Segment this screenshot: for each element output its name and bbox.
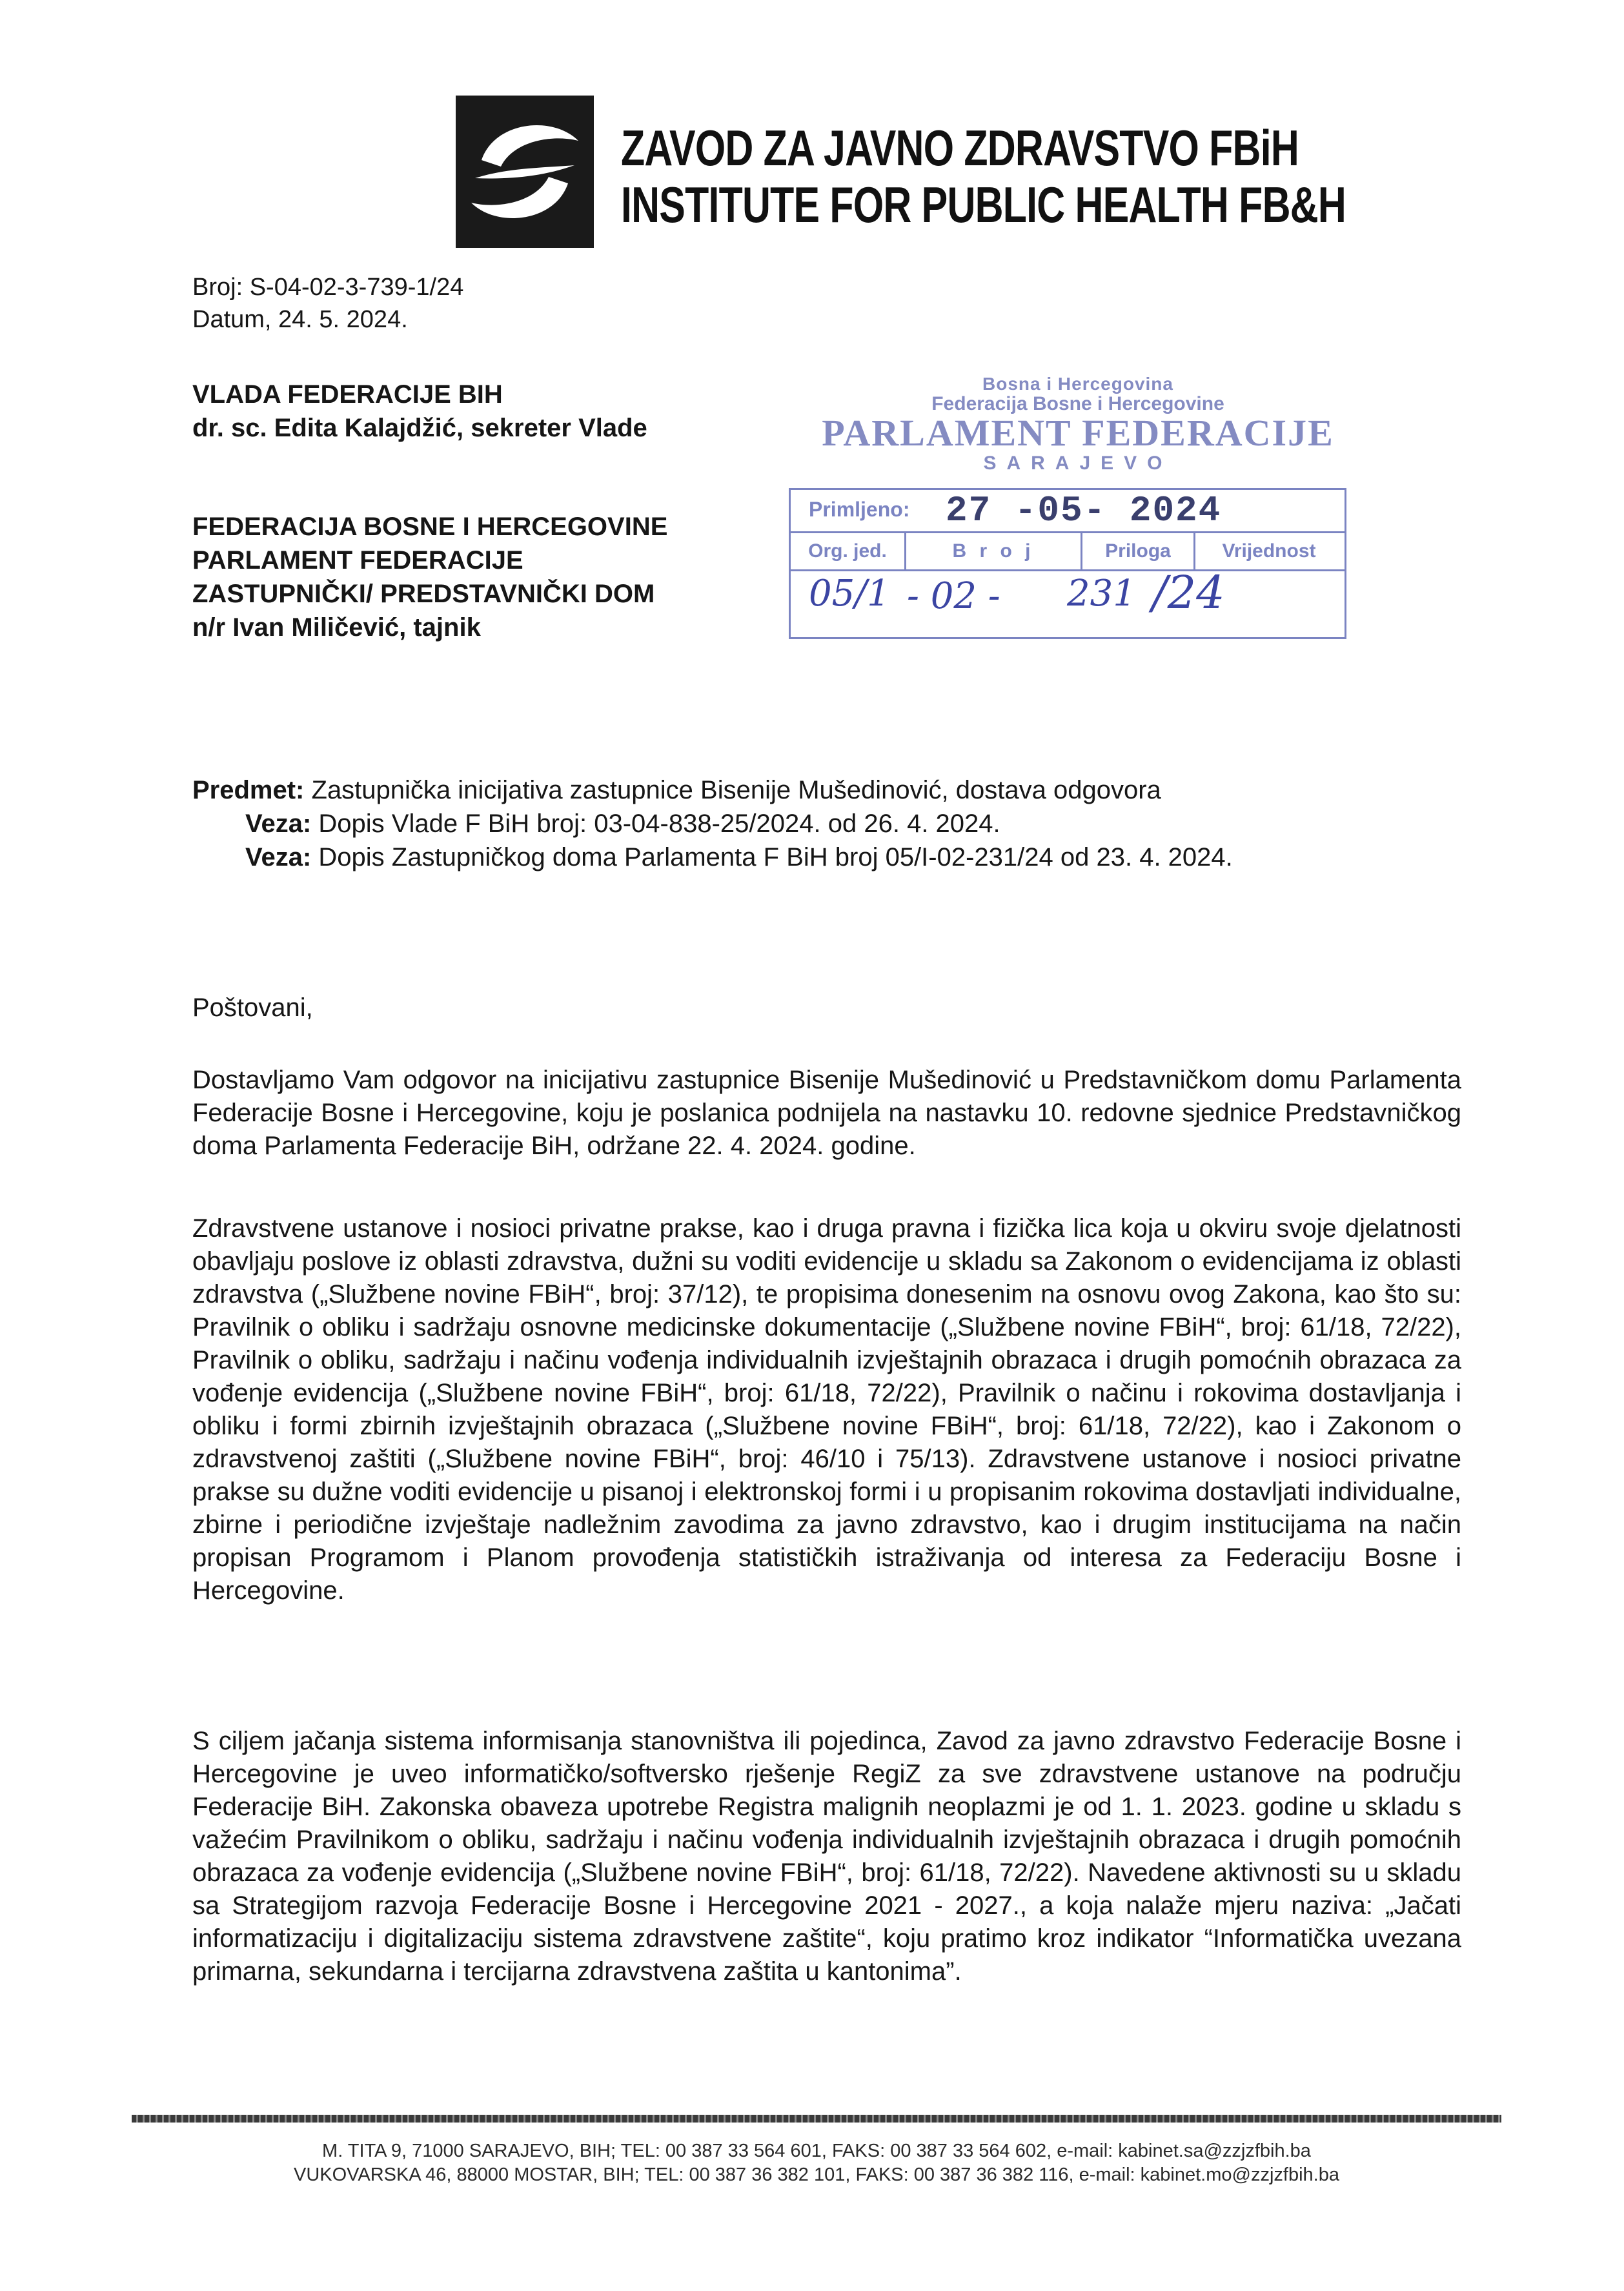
reference-line [192,807,1233,840]
greeting: Poštovani, [192,993,313,1022]
addressee-line: PARLAMENT FEDERACIJE [192,546,523,575]
stamp-handwritten-number: 231 [1067,573,1136,615]
institute-name-local: ZAVOD ZA JAVNO ZDRAVSTVO FBiH [621,119,1299,176]
reference-label: Veza: [245,809,312,838]
stamp-institution: PARLAMENT FEDERACIJE [822,412,1334,454]
addressee-line: n/r Ivan Miličević, tajnik [192,613,481,642]
institute-name [621,119,1346,233]
footer-sarajevo-address: M. TITA 9, 71000 SARAJEVO, BIH; TEL: 00 387 33 564 601, FAKS: 00 387 33 564 602, e-mail: kabinet.sa@zzjzfbih.ba [322,2141,1311,2161]
footer-mostar-address: VUKOVARSKA 46, 88000 MOSTAR, BIH; TEL: 00 387 36 382 101, FAKS: 00 387 36 382 116, e-mail: kabinet.mo@zzjzfbih.ba [294,2164,1339,2185]
stamp-col-attachments: Priloga [1082,533,1195,569]
document-meta [192,271,463,336]
stamp-col-number: B r o j [906,533,1082,569]
stamp-handwritten-year: /24 [1152,566,1225,619]
addressee-line: ZASTUPNIČKI/ PREDSTAVNIČKI DOM [192,580,655,608]
document-date: Datum, 24. 5. 2024. [192,306,408,333]
addressee-line: FEDERACIJA BOSNE I HERCEGOVINE [192,513,668,541]
document-number: Broj: S-04-02-3-739-1/24 [192,274,464,301]
stamp-country: Bosna i Hercegovina [982,374,1173,394]
institute-name-english: INSTITUTE FOR PUBLIC HEALTH FB&H [621,176,1346,233]
parliament-stamp-header [800,374,1355,475]
institute-logo-icon [456,96,594,248]
reference-text: Dopis Vlade F BiH broj: 03-04-838-25/2024. od 26. 4. 2024. [311,809,1000,838]
body-paragraph-1: Dostavljamo Vam odgovor na inicijativu zastupnice Bisenije Mušedinović u Predstavničkom domu Parlamenta Federacije Bosne i Hercegovine, koju je poslanica podnijela na nastavku 10. redovne sjednice Predstavničkog doma Parlamenta Federacije BiH, održane 22. 4. 2024. godine. [192,1066,1461,1160]
subject-line [192,773,1233,807]
footer-contacts [132,2139,1501,2187]
body-paragraph-3: S ciljem jačanja sistema informisanja stanovništva ili pojedinca, Zavod za javno zdravstvo Federacije Bosne i Hercegovine je uveo informatičko/softversko rješenje RegiZ za sve zdravstvene ustanove na području Federacije BiH. Zakonska obaveza upotrebe Registra malignih neoplazmi je od 1. 1. 2023. godine u skladu s važećim Pravilnikom o obliku, sadržaju i načinu vođenja individualnih izvještajnih obrazaca i drugih pomoćnih obrazaca za vođenje evidencija („Službene novine FBiH“, broj: 61/18, 72/22). Navedene aktivnosti su u skladu sa Strategijom razvoja Federacije Bosne i Hercegovine 2021 - 2027., a koja nalaže mjeru naziva: „Jačati informatizaciju i digitalizaciju sistema zdravstvene zaštite“, koju pratimo kroz indikator “Informatička uvezana primarna, sekundarna i tercijarna zdravstvena zaštita u kantonima”. [192,1727,1461,1986]
subject-label: Predmet: [192,776,305,804]
subject-block [192,773,1233,874]
stamp-handwritten-org: 05/1 [809,573,890,615]
addressee-government [192,378,647,445]
stamp-columns-row [791,533,1345,571]
reference-line [192,840,1233,874]
stamp-col-value: Vrijednost [1222,540,1316,562]
stamp-received-row [791,490,1345,533]
addressee-line: VLADA FEDERACIJE BIH [192,380,503,409]
subject-text: Zastupnička inicijativa zastupnice Bisenije Mušedinović, dostava odgovora [304,776,1161,804]
footer-divider [132,2115,1501,2123]
stamp-handwritten-separator: - 02 - [907,575,1000,617]
body-paragraph-2: Zdravstvene ustanove i nosioci privatne prakse, kao i druga pravna i fizička lica koja u okviru svoje djelatnosti obavljaju poslove iz oblasti zdravstva, dužni su voditi evidencije u skladu sa Zakonom o evidencijama iz oblasti zdravstva („Službene novine FBiH“, broj: 37/12), te propisima donesenim na osnovu ovog Zakona, kao što su: Pravilnik o obliku i sadržaju osnovne medicinske dokumentacije („Službene novine FBiH“, broj: 61/18, 72/22), Pravilnik o obliku, sadržaju i načinu vođenja individualnih izvještajnih obrazaca i drugih pomoćnih obrazaca za vođenje evidencija („Službene novine FBiH“, broj: 61/18, 72/22), Pravilnik o načinu i rokovima dostavljanja i obliku i formi zbirnih izvještajnih obrazaca („Službene novine FBiH“, broj: 61/18, 72/22), kao i Zakonom o zdravstvenoj zaštiti („Službene novine FBiH“, broj: 46/10 i 75/13). Zdravstvene ustanove i nosioci privatne prakse su dužne voditi evidencije u pisanoj i elektronskoj formi i u propisanim rokovima dostavljati individualne, zbirne i periodične izvještaje nadležnim zavodima za javno zdravstvo, kao i drugim institucijama na način propisan Programom i Planom provođenja statističkih istraživanja od interesa za Federaciju Bosne i Hercegovine. [192,1214,1461,1605]
stamp-received-label: Primljeno: [809,498,910,521]
reference-label: Veza: [245,843,312,871]
stamp-city: SARAJEVO [983,453,1173,474]
stamp-received-date: 27 -05- 2024 [946,490,1222,531]
stamp-entity: Federacija Bosne i Hercegovine [931,393,1224,414]
received-stamp [789,488,1346,639]
stamp-col-org: Org. jed. [791,533,906,569]
addressee-line: dr. sc. Edita Kalajdžić, sekreter Vlade [192,414,647,442]
addressee-parliament [192,510,667,644]
reference-text: Dopis Zastupničkog doma Parlamenta F BiH broj 05/I-02-231/24 od 23. 4. 2024. [311,843,1233,871]
